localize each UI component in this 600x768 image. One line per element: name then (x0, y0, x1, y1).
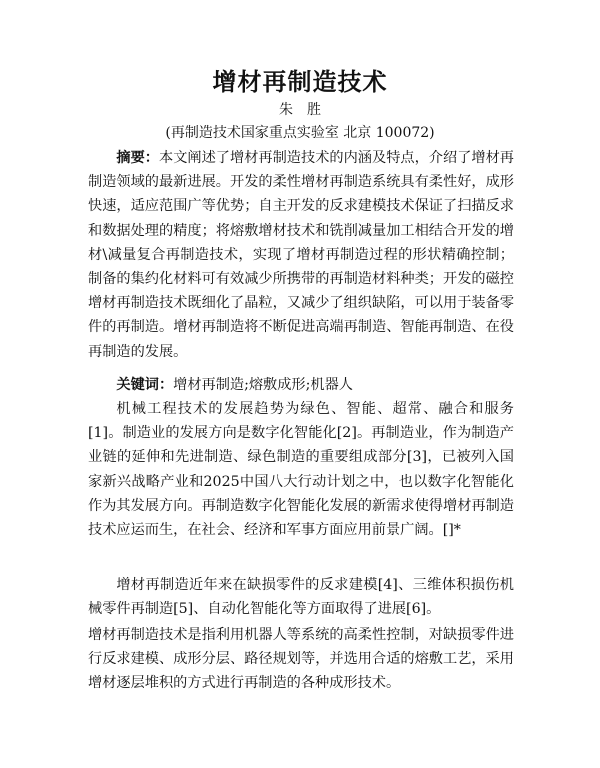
keywords (88, 373, 514, 397)
author-name: 朱胜 (279, 102, 335, 118)
body-paragraph-2: 增材再制造近年来在缺损零件的反求建模[4]、三维体积损伤机械零件再制造[5]、自动化智能化等方面取得了进展[6]。 (88, 577, 514, 618)
body-paragraph-1: 机械工程技术的发展趋势为绿色、智能、超常、融合和服务[1]。制造业的发展方向是数字化智能化[2]。再制造业，作为制造产业链的延伸和先进制造、绿色制造的重要组成部分[3]，已被列入国家新兴战略产业和2025中国八大行动计划之中，也以数字化智能化作为其发展方向。再制造数字化智能化发展的新需求使得增材再制造技术应运而生，在社会、经济和军事方面应用前景广阔。[]* (88, 401, 514, 539)
keywords-label: 关键词： (116, 377, 174, 393)
body-paragraph-3: 增材再制造技术是指利用机器人等系统的高柔性控制，对缺损零件进行反求建模、成形分层、路径规划等，并选用合适的熔敷工艺，采用增材逐层堆积的方式进行再制造的各种成形技术。 (88, 627, 514, 692)
abstract-label: 摘要： (116, 150, 159, 166)
abstract-text: 本文阐述了增材再制造技术的内涵及特点，介绍了增材再制造领域的最新进展。开发的柔性增材再制造系统具有柔性好，成形快速，适应范围广等优势；自主开发的反求建模技术保证了扫描反求和数据处理的精度；将熔敷增材技术和铣削减量加工相结合开发的增材\减量复合再制造技术，实现了增材再制造过程的形状精确控制；制备的集约化材料可有效减少所携带的再制造材料种类；开发的磁控增材再制造技术既细化了晶粒，又减少了组织缺陷，可以用于装备零件的再制造。增材再制造将不断促进高端再制造、智能再制造、在役再制造的发展。 (88, 150, 514, 360)
abstract (88, 146, 514, 364)
author-affiliation: (再制造技术国家重点实验室 北京 100072) (165, 125, 435, 141)
keywords-text: 增材再制造;熔敷成形;机器人 (173, 377, 353, 393)
paper-title: 增材再制造技术 (212, 68, 388, 96)
